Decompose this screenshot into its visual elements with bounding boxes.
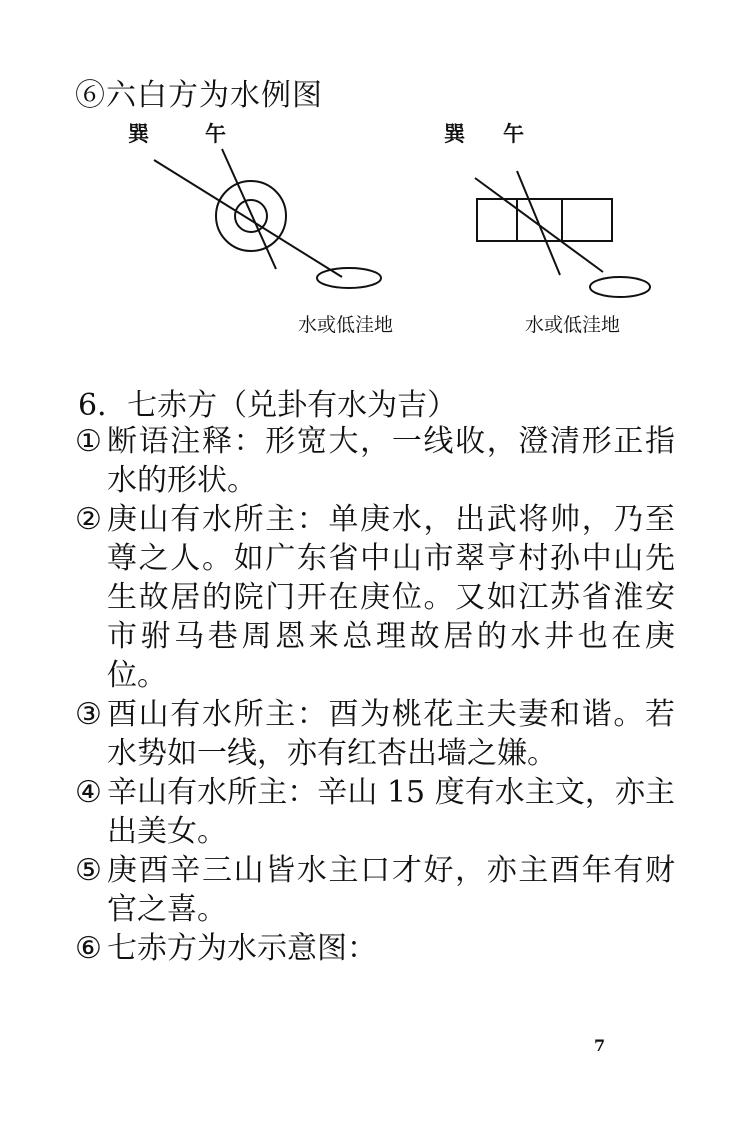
list-item: [75, 929, 675, 968]
section-title: 6．七赤方（兑卦有水为吉）: [78, 388, 458, 423]
item-number: ⑤: [75, 853, 102, 888]
right-diagram: [444, 121, 650, 336]
item-number: ③: [75, 697, 102, 732]
water-example-diagram: [0, 105, 744, 355]
right-label-wu: 午: [503, 121, 524, 146]
right-box-2: [517, 199, 562, 241]
left-xun-line: [154, 160, 342, 277]
page-number: 7: [594, 1036, 606, 1055]
list-item: [75, 695, 675, 773]
right-wu-line: [517, 171, 560, 275]
left-outer-circle: [216, 181, 286, 251]
diagram-heading: ⑥六白方为水例图: [75, 78, 323, 113]
item-text: 庚酉辛三山皆水主口才好，亦主酉年有财官之喜。: [107, 853, 675, 927]
item-text: 酉山有水所主：酉为桃花主夫妻和谐。若水势如一线，亦有红杏出墙之嫌。: [107, 697, 675, 771]
list-item: [75, 851, 675, 929]
item-list: [75, 422, 675, 968]
item-number: ①: [75, 424, 102, 459]
left-label-xun: 巽: [128, 121, 149, 146]
left-water-caption: 水或低洼地: [298, 314, 394, 336]
right-label-xun: 巽: [444, 121, 465, 146]
item-text: 庚山有水所主：单庚水，出武将帅，乃至尊之人。如广东省中山市翠亨村孙中山先生故居的院门开在庚位。又如江苏省淮安市驸马巷周恩来总理故居的水井也在庚位。: [107, 502, 675, 693]
right-box-3: [562, 199, 612, 241]
left-inner-circle: [235, 200, 267, 232]
item-text: 辛山有水所主：辛山 15 度有水主文，亦主出美女。: [107, 775, 675, 849]
right-water-caption: 水或低洼地: [525, 314, 621, 336]
list-item: [75, 500, 675, 695]
list-item: [75, 422, 675, 500]
item-number: ④: [75, 775, 102, 810]
item-number: ⑥: [75, 931, 102, 966]
item-text: 断语注释：形宽大，一线收，澄清形正指水的形状。: [107, 424, 675, 498]
list-item: [75, 773, 675, 851]
left-diagram: [128, 121, 393, 336]
item-number: ②: [75, 502, 102, 537]
left-water-pond: [317, 268, 381, 288]
left-label-wu: 午: [205, 121, 226, 146]
right-water-pond: [590, 277, 650, 297]
item-text: 七赤方为水示意图：: [107, 931, 377, 966]
